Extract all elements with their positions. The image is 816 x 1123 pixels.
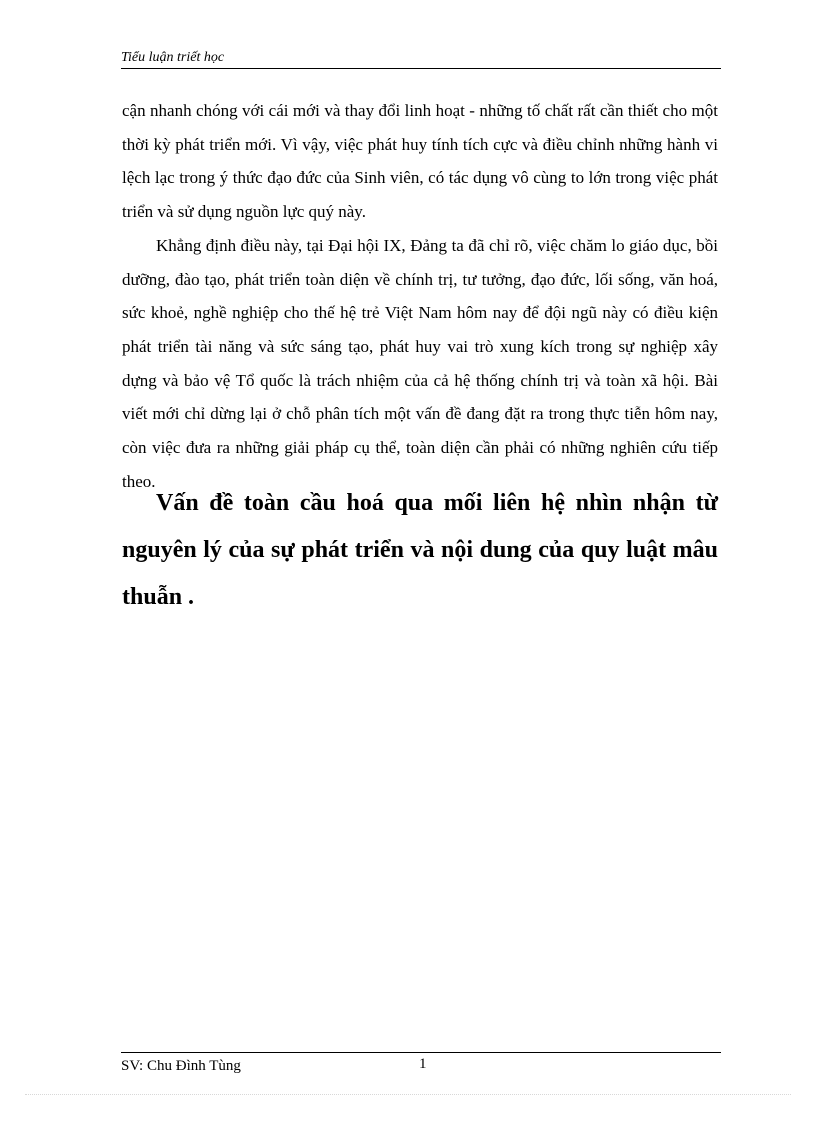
document-title: Tiểu luận triết học [121,50,225,65]
running-header [121,49,721,69]
body-text [122,94,718,498]
paragraph-continuation: cận nhanh chóng với cái mới và thay đổi linh hoạt - những tố chất rất cần thiết cho một thời kỳ phát triển mới. Vì vậy, việc phát huy tính tích cực và điều chỉnh những hành vi lệch lạc trong ý thức đạo đức của Sinh viên, có tác dụng vô cùng to lớn trong việc phát triển và sử dụng nguồn lực quý này. [122,101,718,222]
footer-author: SV: Chu Đình Tùng [121,1058,241,1074]
page-number: 1 [419,1056,427,1072]
running-footer [121,1052,721,1077]
section-heading: Vấn đề toàn cầu hoá qua mối liên hệ nhìn nhận từ nguyên lý của sự phát triển và nội dung của quy luật mâu thuẫn . [122,490,718,610]
page-edge-divider [25,1094,791,1095]
paragraph: Khẳng định điều này, tại Đại hội IX, Đảng ta đã chỉ rõ, việc chăm lo giáo dục, bồi dưỡng, đào tạo, phát triển toàn diện về chính trị, tư tưởng, đạo đức, lối sống, văn hoá, sức khoẻ, nghề nghiệp cho thế hệ trẻ Việt Nam hôm nay để đội ngũ này có điều kiện phát triển tài năng và sức sáng tạo, phát huy vai trò xung kích trong sự nghiệp xây dựng và bảo vệ Tổ quốc là trách nhiệm của cả hệ thống chính trị và toàn xã hội. Bài viết mới chỉ dừng lại ở chỗ phân tích một vấn đề đang đặt ra trong thực tiễn hôm nay, còn việc đưa ra những giải pháp cụ thể, toàn diện cần phải có những nghiên cứu tiếp theo. [122,235,718,491]
